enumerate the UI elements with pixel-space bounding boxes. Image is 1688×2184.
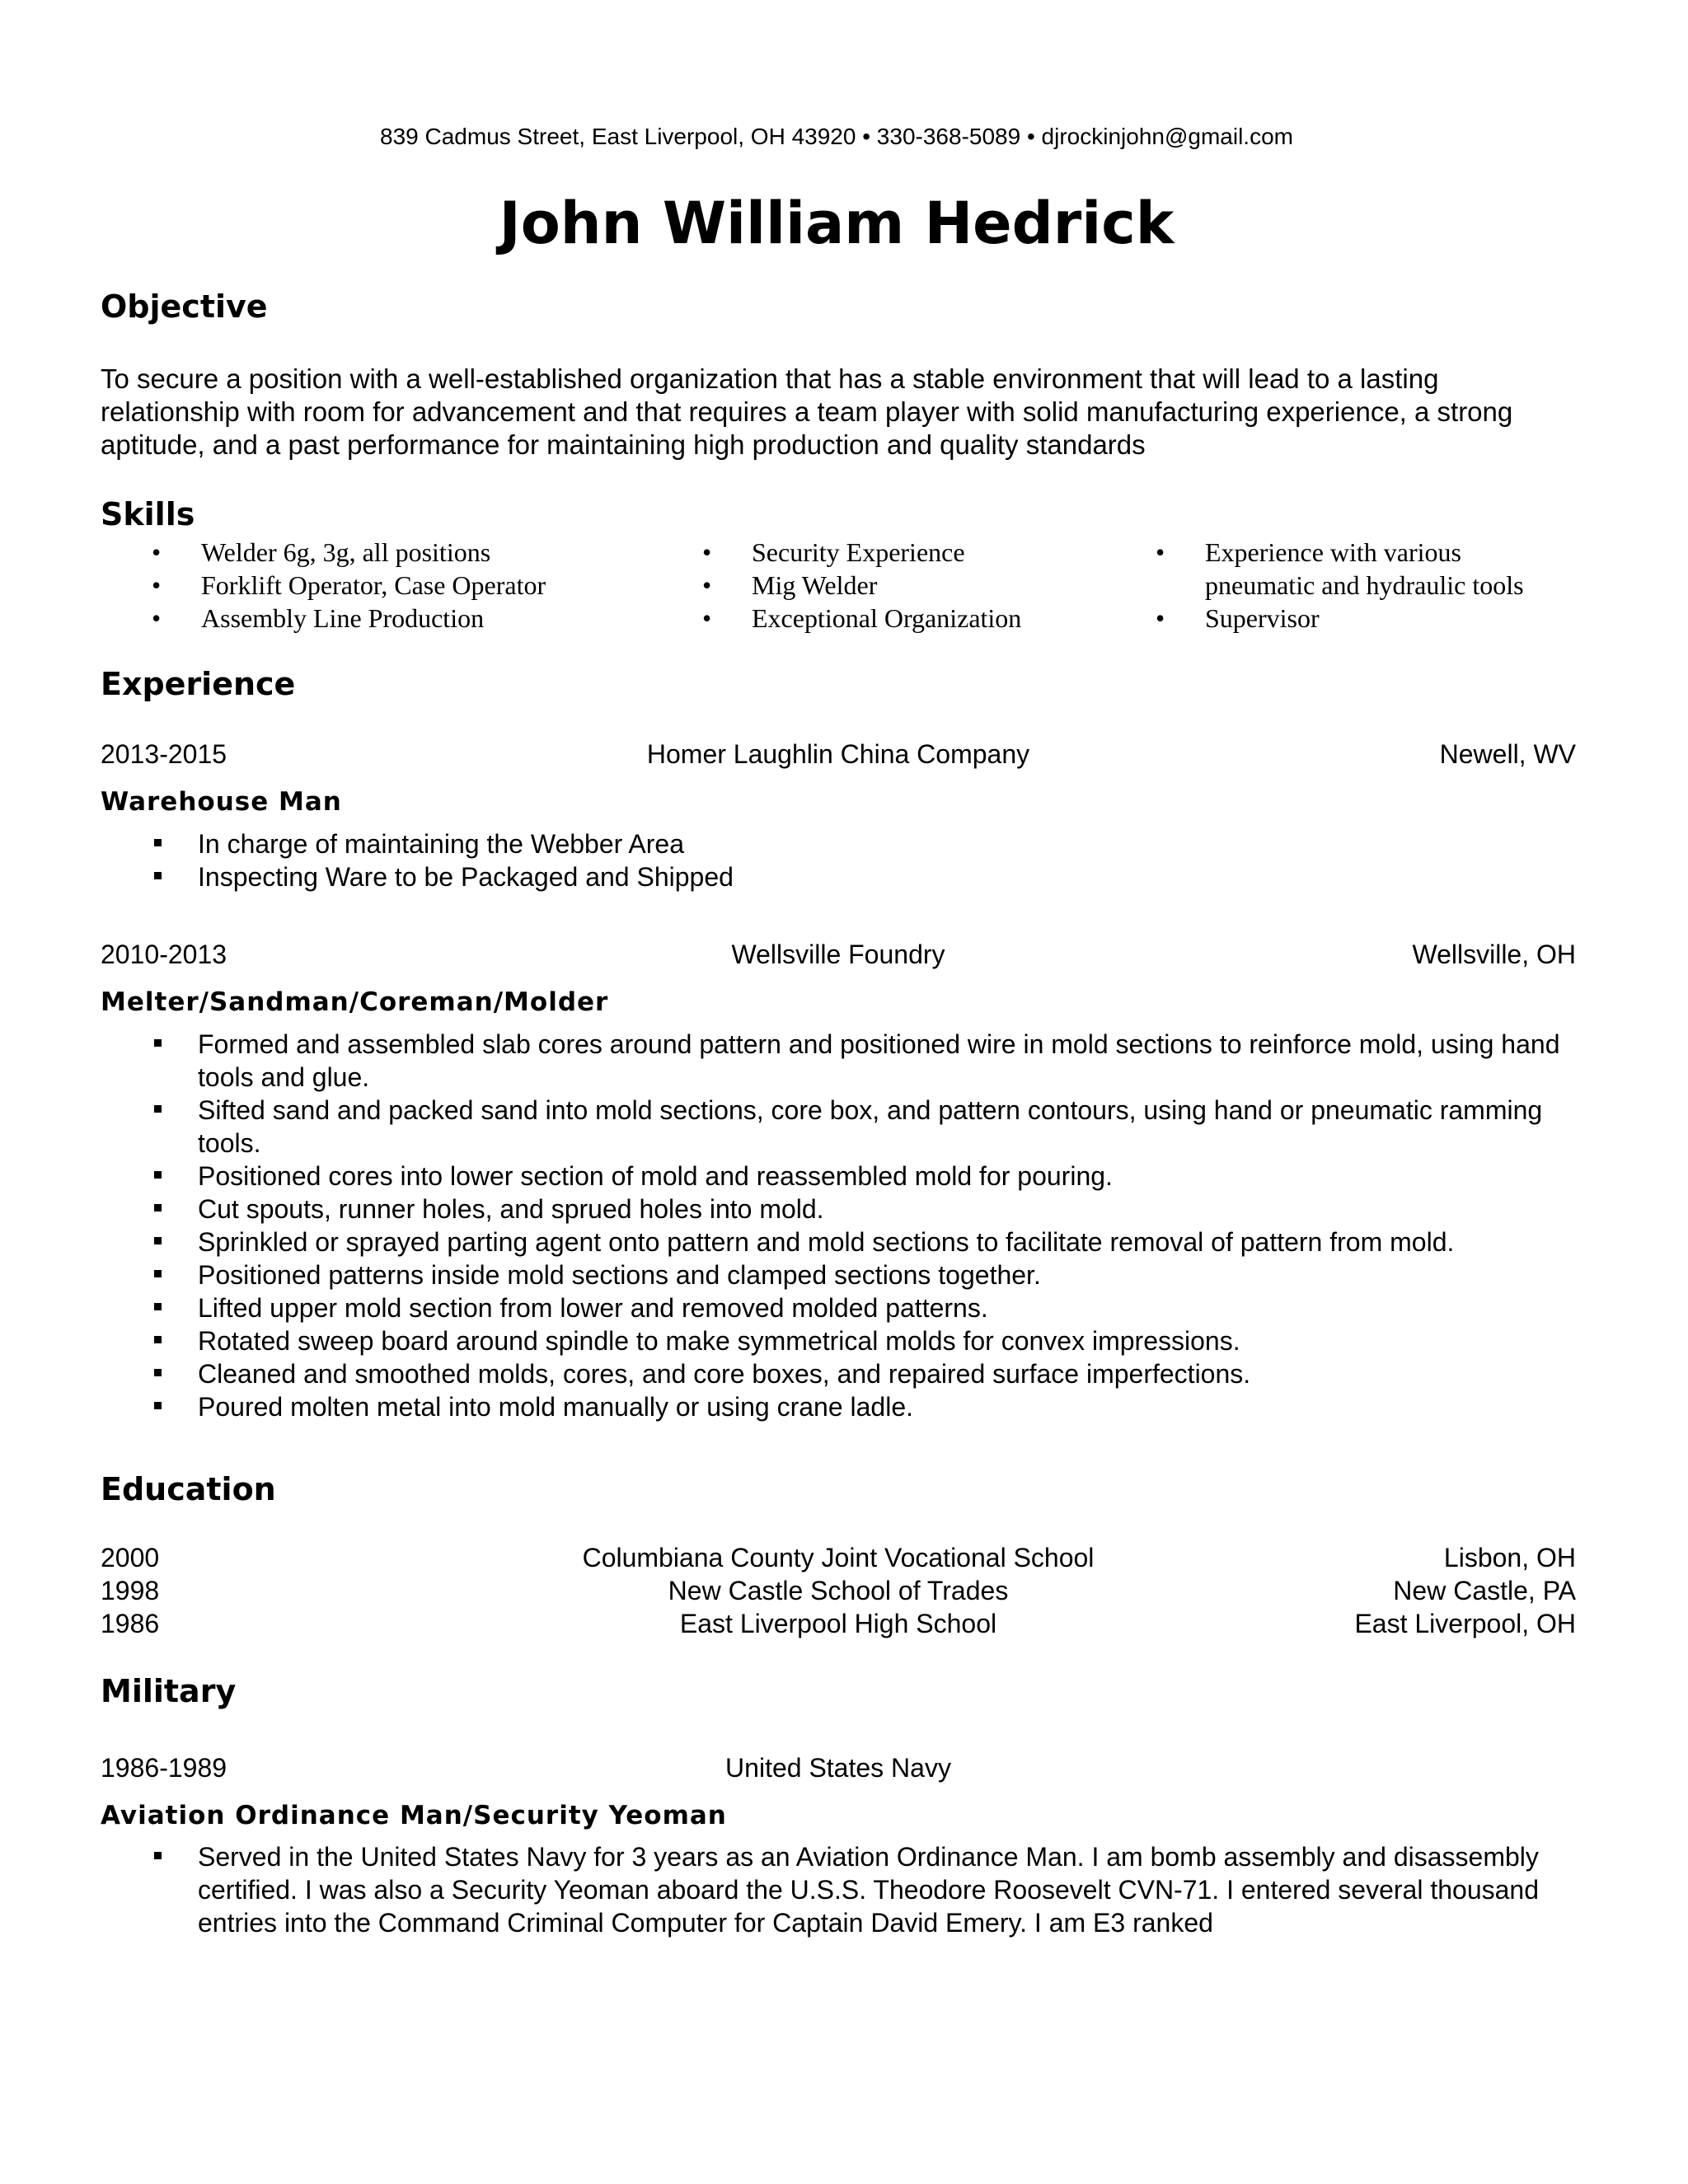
job-location: Newell, WV bbox=[1439, 739, 1576, 769]
military-bullets bbox=[101, 1840, 1584, 1939]
job-location: Wellsville, OH bbox=[1412, 940, 1576, 969]
contact-line: 839 Cadmus Street, East Liverpool, OH 43920 • 330-368-5089 • djrockinjohn@gmail.com bbox=[380, 124, 1293, 149]
education-row bbox=[101, 1607, 1576, 1640]
bullet-square-icon bbox=[154, 1171, 162, 1179]
education-year: 2000 bbox=[101, 1543, 160, 1572]
resume-page bbox=[101, 0, 1578, 2184]
education-year: 1998 bbox=[101, 1576, 160, 1605]
education-location: Lisbon, OH bbox=[1443, 1543, 1576, 1572]
education-heading: Education bbox=[101, 1471, 276, 1507]
job-company: Wellsville Foundry bbox=[731, 940, 945, 969]
military-dates: 1986-1989 bbox=[101, 1753, 227, 1783]
job-company: Homer Laughlin China Company bbox=[646, 739, 1030, 769]
education-row bbox=[101, 1541, 1576, 1574]
job-title: Melter/Sandman/Coreman/Molder bbox=[101, 987, 609, 1017]
skills-heading: Skills bbox=[101, 496, 195, 532]
education-year: 1986 bbox=[101, 1609, 160, 1638]
education-school: New Castle School of Trades bbox=[668, 1576, 1009, 1605]
skill-item: • Exceptional Organization bbox=[702, 602, 1131, 635]
list-item: Cleaned and smoothed molds, cores, and core boxes, and repaired surface imperfections. bbox=[101, 1357, 1584, 1390]
skill-item: • Experience with various pneumatic and hydraulic tools bbox=[1156, 536, 1535, 602]
skill-item: • Supervisor bbox=[1156, 602, 1535, 635]
military-role: Aviation Ordinance Man/Security Yeoman bbox=[101, 1801, 727, 1830]
job-header-row bbox=[101, 738, 1576, 771]
job-dates: 2010-2013 bbox=[101, 940, 227, 969]
bullet-square-icon bbox=[154, 1204, 162, 1212]
skills-column-2 bbox=[702, 536, 1131, 635]
bullet-square-icon bbox=[154, 839, 162, 846]
bullet-square-icon bbox=[154, 1336, 162, 1343]
list-item: Positioned cores into lower section of mold and reassembled mold for pouring. bbox=[101, 1160, 1584, 1193]
bullet-square-icon bbox=[154, 1105, 162, 1113]
list-item: Poured molten metal into mold manually or using crane ladle. bbox=[101, 1390, 1584, 1423]
job-bullets bbox=[101, 827, 1584, 893]
education-school: East Liverpool High School bbox=[679, 1609, 997, 1638]
skill-item: • Mig Welder bbox=[702, 569, 1131, 602]
military-header-row bbox=[101, 1751, 1576, 1784]
skills-column-1 bbox=[152, 536, 646, 635]
list-item: Lifted upper mold section from lower and removed molded patterns. bbox=[101, 1291, 1584, 1324]
job-bullets bbox=[101, 1028, 1584, 1423]
skills-column-3 bbox=[1156, 536, 1535, 635]
objective-text: To secure a position with a well-established organization that has a stable environment that will lead to a lasting relationship with room for advancement and that requires a team player with solid manufacturing experience, a strong aptitude, and a past performance for maintaining high production and quality standards bbox=[101, 363, 1513, 460]
bullet-square-icon bbox=[154, 872, 162, 879]
experience-heading: Experience bbox=[101, 666, 296, 702]
bullet-square-icon bbox=[154, 1237, 162, 1244]
bullet-square-icon bbox=[154, 1402, 162, 1409]
job-dates: 2013-2015 bbox=[101, 739, 227, 769]
education-school: Columbiana County Joint Vocational School bbox=[582, 1543, 1095, 1572]
list-item: In charge of maintaining the Webber Area bbox=[101, 827, 1584, 860]
candidate-name: John William Hedrick bbox=[499, 190, 1175, 257]
job-title: Warehouse Man bbox=[101, 787, 342, 817]
bullet-square-icon bbox=[154, 1303, 162, 1310]
objective-heading: Objective bbox=[101, 288, 268, 325]
skill-item: • Assembly Line Production bbox=[152, 602, 646, 635]
list-item: Sprinkled or sprayed parting agent onto pattern and mold sections to facilitate removal of pattern from mold. bbox=[101, 1226, 1584, 1258]
bullet-square-icon bbox=[154, 1039, 162, 1047]
bullet-square-icon bbox=[154, 1270, 162, 1277]
education-location: New Castle, PA bbox=[1393, 1576, 1576, 1605]
bullet-square-icon bbox=[154, 1369, 162, 1376]
education-location: East Liverpool, OH bbox=[1354, 1609, 1576, 1638]
list-item: Inspecting Ware to be Packaged and Shipped bbox=[101, 860, 1584, 893]
bullet-square-icon bbox=[154, 1852, 162, 1859]
education-row bbox=[101, 1574, 1576, 1607]
list-item: Served in the United States Navy for 3 years as an Aviation Ordinance Man. I am bomb assembly and disassembly certified. I was also a Security Yeoman aboard the U.S.S. Theodore Roosevelt CVN-71. I entered several thousand entries into the Command Criminal Computer for Captain David Emery. I am E3 ranked bbox=[101, 1840, 1584, 1939]
list-item: Formed and assembled slab cores around pattern and positioned wire in mold sections to reinforce mold, using hand tools and glue. bbox=[101, 1028, 1584, 1094]
skill-item: • Forklift Operator, Case Operator bbox=[152, 569, 646, 602]
job-header-row bbox=[101, 938, 1576, 971]
skill-item: • Welder 6g, 3g, all positions bbox=[152, 536, 646, 569]
list-item: Positioned patterns inside mold sections and clamped sections together. bbox=[101, 1258, 1584, 1291]
list-item: Rotated sweep board around spindle to make symmetrical molds for convex impressions. bbox=[101, 1324, 1584, 1357]
military-heading: Military bbox=[101, 1673, 237, 1709]
military-branch: United States Navy bbox=[725, 1753, 951, 1783]
list-item: Cut spouts, runner holes, and sprued holes into mold. bbox=[101, 1193, 1584, 1226]
list-item: Sifted sand and packed sand into mold sections, core box, and pattern contours, using hand or pneumatic ramming tools. bbox=[101, 1094, 1584, 1160]
skill-item: • Security Experience bbox=[702, 536, 1131, 569]
